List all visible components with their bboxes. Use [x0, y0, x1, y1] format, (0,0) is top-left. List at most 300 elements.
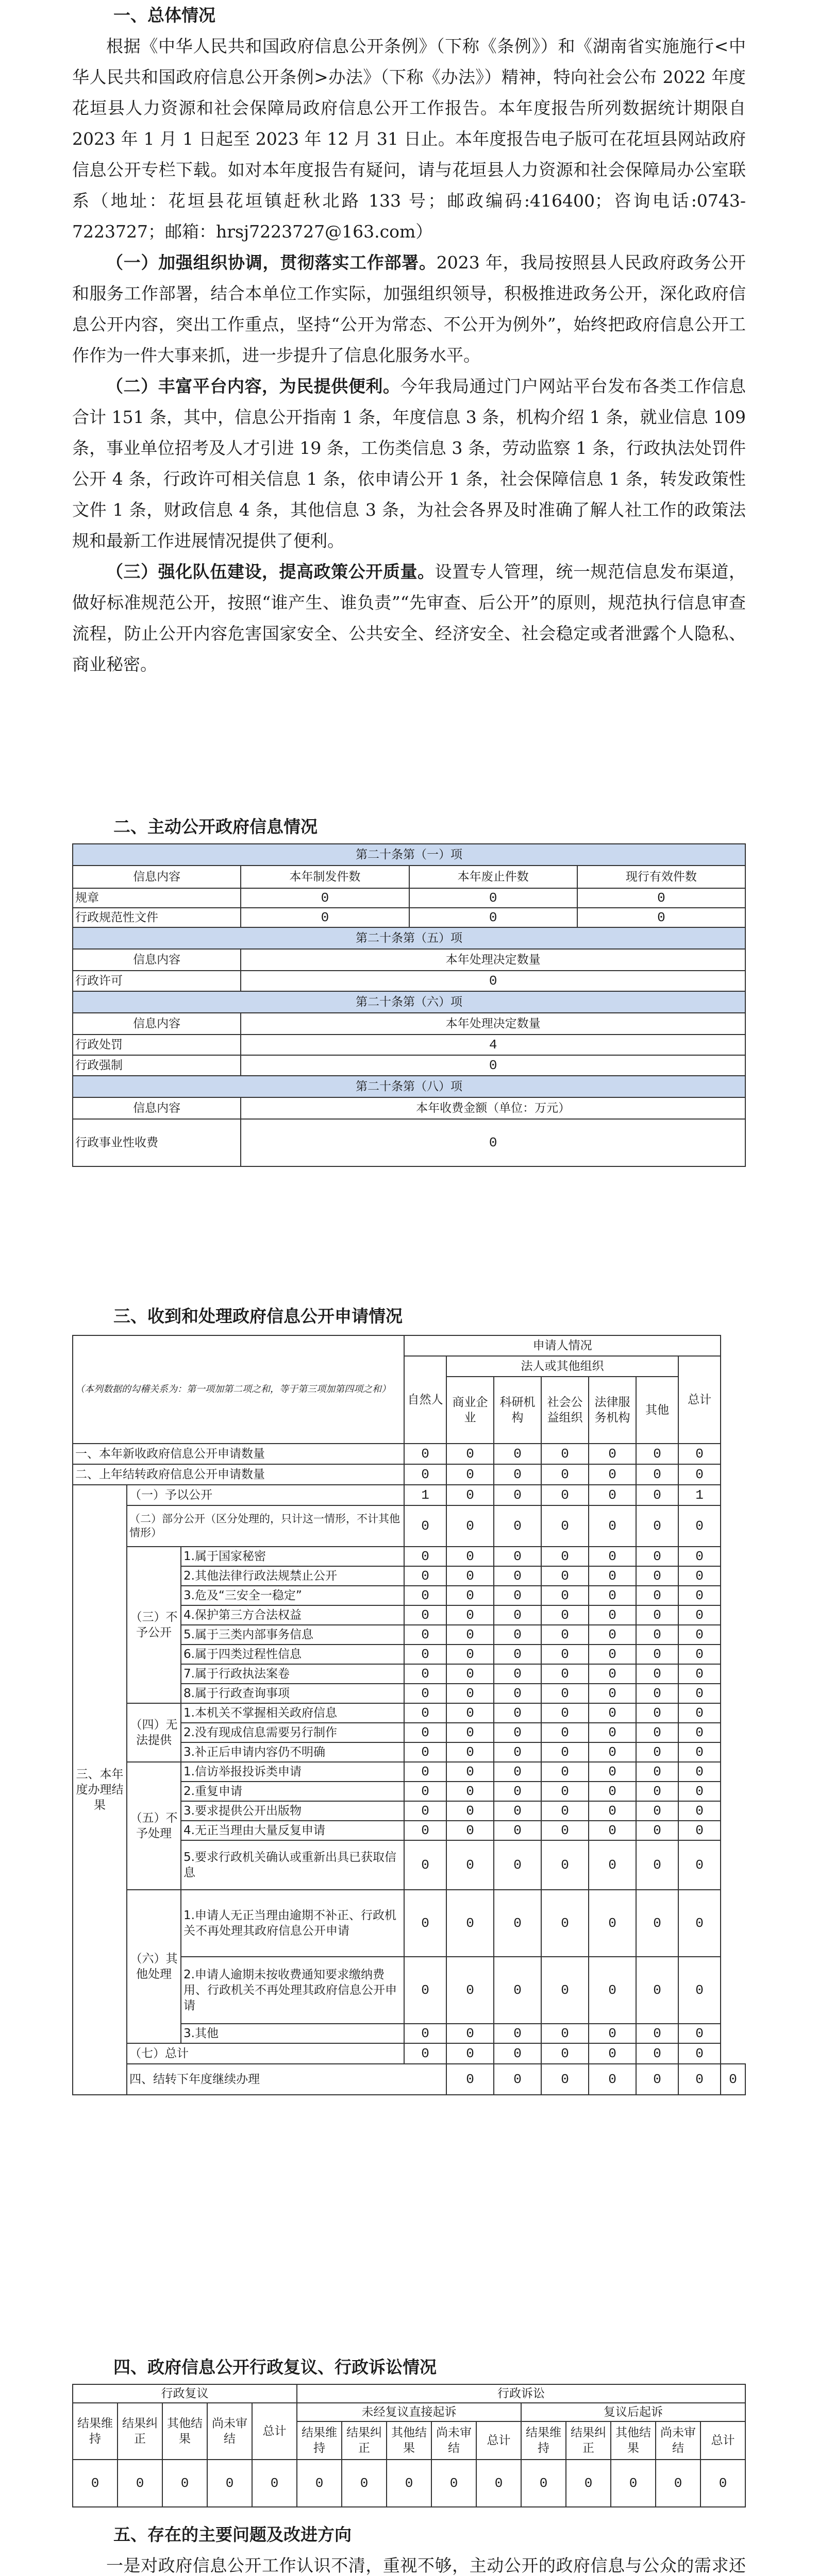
section-4-title: 四、政府信息公开行政复议、行政诉讼情况 — [113, 2357, 437, 2377]
cell-value: 0 — [494, 1782, 541, 1801]
cell-value: 0 — [446, 1821, 494, 1840]
cell-value: 0 — [494, 1485, 541, 1505]
cell-value: 0 — [589, 1742, 636, 1762]
cell-value: 0 — [541, 1645, 589, 1664]
col-pending: 尚未审结 — [207, 2403, 252, 2460]
row-label: 1.信访举报投诉类申请 — [181, 1762, 404, 1782]
cell-value: 0 — [678, 1742, 721, 1762]
cell-value: 0 — [541, 1464, 589, 1485]
row-label: 二、上年结转政府信息公开申请数量 — [73, 1464, 404, 1485]
cell-value: 0 — [446, 1464, 494, 1485]
cell-value: 0 — [409, 908, 577, 927]
cell-value: 0 — [678, 1605, 721, 1625]
cell-value: 0 — [678, 1645, 721, 1664]
col-issued: 本年制发件数 — [241, 866, 409, 888]
row-label: 5.属于三类内部事务信息 — [181, 1625, 404, 1645]
cell-value: 0 — [404, 1890, 446, 1957]
col-pending: 尚未审结 — [656, 2421, 700, 2460]
cell-value: 0 — [577, 888, 745, 908]
col-legal: 法人或其他组织 — [446, 1356, 678, 1377]
cell-value: 0 — [589, 1645, 636, 1664]
cell-value: 0 — [636, 2043, 678, 2064]
item-20-1-header: 第二十条第（一）项 — [73, 844, 745, 866]
cell-value: 0 — [589, 1586, 636, 1605]
cell-value: 0 — [589, 1890, 636, 1957]
cell-value: 0 — [700, 2460, 745, 2507]
cell-value: 0 — [577, 908, 745, 927]
col-upheld: 结果维持 — [73, 2403, 118, 2460]
table-row — [73, 1762, 745, 1782]
point-1-lead: （一）加强组织协调，贯彻落实工作部署。 — [106, 252, 437, 273]
cell-value: 0 — [541, 1801, 589, 1821]
cell-value: 0 — [541, 2024, 589, 2043]
cell-value: 0 — [494, 1684, 541, 1703]
cell-value: 0 — [678, 1821, 721, 1840]
cell-value: 0 — [678, 1890, 721, 1957]
cell-value: 0 — [241, 1055, 745, 1076]
cell-value: 0 — [589, 1566, 636, 1586]
col-other: 其他 — [636, 1377, 678, 1444]
row-label: 3.其他 — [181, 2024, 404, 2043]
cell-value: 0 — [589, 1684, 636, 1703]
cell-value: 0 — [404, 1586, 446, 1605]
table-row — [73, 1444, 745, 1464]
cell-value: 0 — [446, 1782, 494, 1801]
cell-value: 0 — [541, 1586, 589, 1605]
cell-value: 0 — [589, 1723, 636, 1742]
cell-value: 0 — [678, 1782, 721, 1801]
cell-value: 0 — [636, 1464, 678, 1485]
cell-value: 0 — [636, 1684, 678, 1703]
cell-value: 0 — [446, 1890, 494, 1957]
cell-value: 0 — [589, 1801, 636, 1821]
col-info: 信息内容 — [73, 949, 241, 971]
review-litigation-table — [72, 2384, 746, 2507]
cell-value: 0 — [494, 1605, 541, 1625]
cell-value: 0 — [342, 2460, 387, 2507]
group-unavailable: （四）无法提供 — [127, 1703, 181, 1762]
cell-value: 0 — [678, 1625, 721, 1645]
cell-value: 0 — [404, 1547, 446, 1566]
section-requests — [72, 1301, 746, 2095]
overview-intro: 根据《中华人民共和国政府信息公开条例》（下称《条例》）和《湖南省实施施行<中华人民共和国政府信息公开条例>办法》（下称《办法》）精神，特向社会公布 2022 年度花垣县人力资源和社会保障局政府信息公开工作报告。本年度报告所列数据统计期限自 2023 年 1 月 1 日起至 2023 年 12 月 31 日止。本年度报告电子版可在花垣县网站政府信息公开专栏下载。如对本年度报告有疑问，请与花垣县人力资源和社会保障局办公室联系（地址：花垣县花垣镇赶秋北路 133 号；邮政编码:416400；咨询电话:0743-7223727；邮箱：hrsj7223727@163.com） — [72, 36, 746, 242]
cell-value: 0 — [118, 2460, 162, 2507]
row-label: 3.危及“三安全一稳定” — [181, 1586, 404, 1605]
row-label: 2.申请人逾期未按收费通知要求缴纳费用、行政机关不再处理其政府信息公开申请 — [181, 1957, 404, 2024]
cell-value: 0 — [404, 1821, 446, 1840]
table-row — [73, 2064, 745, 2095]
cell-value: 0 — [541, 1566, 589, 1586]
cell-value: 0 — [404, 1703, 446, 1723]
cell-value: 0 — [494, 2043, 541, 2064]
row-label: （一）予以公开 — [127, 1485, 404, 1505]
section-review-litigation — [72, 2352, 746, 2507]
item-20-6-header: 第二十条第（六）项 — [73, 991, 745, 1013]
cell-value: 0 — [494, 1505, 541, 1547]
cell-value: 0 — [446, 2043, 494, 2064]
row-label: 行政强制 — [73, 1055, 241, 1076]
cell-value: 0 — [678, 1684, 721, 1703]
cell-value: 0 — [541, 1505, 589, 1547]
col-research: 科研机构 — [494, 1377, 541, 1444]
row-label: 1.属于国家秘密 — [181, 1547, 404, 1566]
cell-value: 0 — [636, 1444, 678, 1464]
cell-value: 0 — [541, 1890, 589, 1957]
col-info: 信息内容 — [73, 866, 241, 888]
cell-value: 0 — [541, 1684, 589, 1703]
cell-value: 0 — [636, 1505, 678, 1547]
item-20-5-header: 第二十条第（五）项 — [73, 927, 745, 949]
cell-value: 0 — [446, 1723, 494, 1742]
cell-value: 0 — [431, 2460, 476, 2507]
cell-value: 0 — [494, 1547, 541, 1566]
cell-value: 0 — [589, 1485, 636, 1505]
table-row — [73, 1464, 745, 1485]
point-2-lead: （二）丰富平台内容，为民提供便利。 — [106, 376, 400, 396]
cell-value: 4 — [241, 1035, 745, 1055]
table-row — [73, 2460, 745, 2507]
cell-value: 0 — [446, 1762, 494, 1782]
cell-value: 0 — [636, 1566, 678, 1586]
col-valid: 现行有效件数 — [577, 866, 745, 888]
overview-point-2 — [72, 371, 746, 556]
cell-value: 0 — [541, 1605, 589, 1625]
cell-value: 0 — [678, 1505, 721, 1547]
table-row — [73, 1890, 745, 1957]
cell-value: 0 — [541, 1703, 589, 1723]
col-legal-service: 法律服务机构 — [589, 1377, 636, 1444]
cell-value: 0 — [589, 1840, 636, 1890]
result-group-label: 三、本年度办理结果 — [73, 1485, 127, 2095]
cell-value: 0 — [589, 1782, 636, 1801]
cell-value: 0 — [409, 888, 577, 908]
cell-value: 0 — [404, 1505, 446, 1547]
cell-value: 0 — [678, 2024, 721, 2043]
cell-value: 0 — [678, 2064, 721, 2095]
cell-value: 0 — [446, 2064, 494, 2095]
requests-table — [72, 1335, 746, 2095]
cell-value: 0 — [446, 1801, 494, 1821]
row-label: 1.本机关不掌握相关政府信息 — [181, 1703, 404, 1723]
row-label: 行政规范性文件 — [73, 908, 241, 927]
cell-value: 0 — [541, 1762, 589, 1782]
cell-value: 0 — [404, 1625, 446, 1645]
cell-value: 0 — [636, 1703, 678, 1723]
cell-value: 0 — [494, 2064, 541, 2095]
cell-value: 0 — [541, 1957, 589, 2024]
cell-value: 0 — [241, 888, 409, 908]
cell-value: 0 — [566, 2460, 611, 2507]
table-row — [73, 1485, 745, 1505]
row-label: 5.要求行政机关确认或重新出具已获取信息 — [181, 1840, 404, 1890]
cell-value: 0 — [589, 2064, 636, 2095]
cell-value: 0 — [589, 2043, 636, 2064]
cell-value: 0 — [636, 1840, 678, 1890]
col-pending: 尚未审结 — [431, 2421, 476, 2460]
cell-value: 0 — [636, 1645, 678, 1664]
cell-value: 0 — [494, 1444, 541, 1464]
cell-value: 0 — [241, 1119, 745, 1166]
row-label: 6.属于四类过程性信息 — [181, 1645, 404, 1664]
cell-value: 0 — [494, 1586, 541, 1605]
cell-value: 0 — [446, 1605, 494, 1625]
cell-value: 0 — [589, 1464, 636, 1485]
cell-value: 0 — [636, 1723, 678, 1742]
row-label: 行政许可 — [73, 971, 241, 991]
col-total: 总计 — [252, 2403, 297, 2460]
cell-value: 0 — [589, 1625, 636, 1645]
cell-value: 0 — [656, 2460, 700, 2507]
cell-value: 0 — [636, 1547, 678, 1566]
cell-value: 0 — [678, 1464, 721, 1485]
problems-paragraph: 一是对政府信息公开工作认识不清，重视不够，主动公开的政府信息与公众的需求还 — [106, 2555, 746, 2575]
col-total: 总计 — [700, 2421, 745, 2460]
row-label: 2.重复申请 — [181, 1782, 404, 1801]
group-withheld: （三）不予公开 — [127, 1547, 181, 1703]
cell-value: 0 — [446, 1703, 494, 1723]
cell-value: 0 — [404, 1464, 446, 1485]
col-corrected: 结果纠正 — [118, 2403, 162, 2460]
cell-value: 0 — [494, 1645, 541, 1664]
row-label: 规章 — [73, 888, 241, 908]
section-2-title: 二、主动公开政府信息情况 — [113, 817, 318, 837]
cell-value: 0 — [636, 1890, 678, 1957]
group-other-handling: （六）其他处理 — [127, 1890, 181, 2043]
cell-value: 0 — [446, 1957, 494, 2024]
cell-value: 0 — [541, 1444, 589, 1464]
col-public-welfare: 社会公益组织 — [541, 1377, 589, 1444]
point-3-lead: （三）强化队伍建设，提高政策公开质量。 — [106, 562, 435, 582]
cell-value: 0 — [446, 1566, 494, 1586]
item-20-8-header: 第二十条第（八）项 — [73, 1076, 745, 1097]
row-label: （二）部分公开（区分处理的，只计这一情形，不计其他情形） — [127, 1505, 404, 1547]
row-label: 行政处罚 — [73, 1035, 241, 1055]
cell-value: 0 — [162, 2460, 207, 2507]
cell-value: 0 — [541, 1547, 589, 1566]
cell-value: 0 — [404, 1840, 446, 1890]
cell-value: 0 — [678, 1547, 721, 1566]
cell-value: 0 — [494, 1821, 541, 1840]
cell-value: 0 — [589, 1821, 636, 1840]
cell-value: 0 — [494, 1703, 541, 1723]
cell-value: 0 — [521, 2460, 566, 2507]
row-label: 一、本年新收政府信息公开申请数量 — [73, 1444, 404, 1464]
cell-value: 0 — [541, 1625, 589, 1645]
cell-value: 0 — [404, 1444, 446, 1464]
col-upheld: 结果维持 — [297, 2421, 342, 2460]
cell-value: 0 — [721, 2064, 745, 2095]
cell-value: 0 — [636, 1821, 678, 1840]
col-fee: 本年收费金额（单位：万元） — [241, 1097, 745, 1119]
cell-value: 0 — [494, 1840, 541, 1890]
col-other-result: 其他结果 — [387, 2421, 431, 2460]
cell-value: 0 — [541, 2043, 589, 2064]
proactive-table — [72, 843, 746, 1167]
cell-value: 0 — [678, 1801, 721, 1821]
cell-value: 0 — [589, 1664, 636, 1684]
cell-value: 0 — [541, 1485, 589, 1505]
row-label: 行政事业性收费 — [73, 1119, 241, 1166]
cell-value: 0 — [404, 2043, 446, 2064]
cell-value: 0 — [446, 1742, 494, 1762]
cell-value: 0 — [404, 1684, 446, 1703]
cell-value: 0 — [494, 1890, 541, 1957]
cell-value: 0 — [494, 1723, 541, 1742]
cell-value: 0 — [636, 1801, 678, 1821]
point-3-body: 设置专人管理，统一规范信息发布渠道，做好标准规范公开，按照“谁产生、谁负责”“先审查、后公开”的原则，规范执行信息审查流程，防止公开内容危害国家安全、公共安全、经济安全、社会稳定或者泄露个人隐私、商业秘密。 — [72, 562, 746, 674]
group-not-processed: （五）不予处理 — [127, 1762, 181, 1890]
section-3-title: 三、收到和处理政府信息公开申请情况 — [113, 1306, 403, 1326]
balance-note: （本列数据的勾稽关系为：第一项加第二项之和，等于第三项加第四项之和） — [73, 1335, 404, 1444]
after-review-header: 复议后起诉 — [521, 2403, 745, 2421]
col-count: 本年处理决定数量 — [241, 949, 745, 971]
cell-value: 0 — [678, 1586, 721, 1605]
cell-value: 0 — [636, 2024, 678, 2043]
cell-value: 0 — [404, 1566, 446, 1586]
row-label: 四、结转下年度继续办理 — [127, 2064, 446, 2095]
cell-value: 0 — [494, 2024, 541, 2043]
cell-value: 0 — [207, 2460, 252, 2507]
col-corrected: 结果纠正 — [566, 2421, 611, 2460]
cell-value: 0 — [541, 1742, 589, 1762]
cell-value: 0 — [678, 1840, 721, 1890]
cell-value: 0 — [446, 1840, 494, 1890]
cell-value: 0 — [446, 1586, 494, 1605]
cell-value: 0 — [678, 1703, 721, 1723]
cell-value: 0 — [589, 1703, 636, 1723]
cell-value: 0 — [611, 2460, 656, 2507]
cell-value: 0 — [636, 1742, 678, 1762]
cell-value: 0 — [636, 2064, 678, 2095]
col-upheld: 结果维持 — [521, 2421, 566, 2460]
col-count: 本年处理决定数量 — [241, 1013, 745, 1035]
cell-value: 0 — [636, 1782, 678, 1801]
row-label: 3.补正后申请内容仍不明确 — [181, 1742, 404, 1762]
cell-value: 0 — [636, 1485, 678, 1505]
cell-value: 0 — [589, 1505, 636, 1547]
cell-value: 0 — [589, 2024, 636, 2043]
admin-review-header: 行政复议 — [73, 2384, 297, 2403]
section-problems — [72, 2519, 746, 2576]
cell-value: 0 — [494, 1742, 541, 1762]
row-label: 8.属于行政查询事项 — [181, 1684, 404, 1703]
cell-value: 0 — [446, 1547, 494, 1566]
cell-value: 0 — [678, 1957, 721, 2024]
direct-suit-header: 未经复议直接起诉 — [297, 2403, 521, 2421]
cell-value: 0 — [494, 1801, 541, 1821]
cell-value: 0 — [446, 1684, 494, 1703]
cell-value: 1 — [678, 1485, 721, 1505]
cell-value: 0 — [678, 1444, 721, 1464]
cell-value: 0 — [446, 1664, 494, 1684]
cell-value: 0 — [636, 1664, 678, 1684]
section-1-title: 一、总体情况 — [113, 5, 215, 25]
cell-value: 0 — [404, 1762, 446, 1782]
col-total: 总计 — [678, 1356, 721, 1444]
cell-value: 0 — [241, 971, 745, 991]
cell-value: 0 — [589, 1547, 636, 1566]
cell-value: 0 — [541, 1723, 589, 1742]
cell-value: 0 — [678, 1664, 721, 1684]
col-total: 总计 — [476, 2421, 521, 2460]
cell-value: 0 — [541, 2064, 589, 2095]
cell-value: 0 — [678, 1762, 721, 1782]
cell-value: 0 — [636, 1586, 678, 1605]
col-other-result: 其他结果 — [162, 2403, 207, 2460]
cell-value: 0 — [494, 1762, 541, 1782]
cell-value: 0 — [404, 1742, 446, 1762]
table-row — [73, 2043, 745, 2064]
cell-value: 0 — [297, 2460, 342, 2507]
cell-value: 0 — [404, 2024, 446, 2043]
col-business: 商业企业 — [446, 1377, 494, 1444]
cell-value: 0 — [446, 1645, 494, 1664]
cell-value: 0 — [404, 1957, 446, 2024]
col-repealed: 本年废止件数 — [409, 866, 577, 888]
cell-value: 0 — [387, 2460, 431, 2507]
cell-value: 0 — [252, 2460, 297, 2507]
cell-value: 0 — [446, 1485, 494, 1505]
cell-value: 0 — [494, 1957, 541, 2024]
cell-value: 0 — [636, 1625, 678, 1645]
table-row — [73, 1703, 745, 1723]
point-2-body: 今年我局通过门户网站平台发布各类工作信息合计 151 条，其中，信息公开指南 1 条，年度信息 3 条，机构介绍 1 条，就业信息 109 条，事业单位招考及人才引进 19 条，工伤类信息 3 条，劳动监察 1 条，行政执法处罚件公开 4 条，行政许可相关信息 1 条，依申请公开 1 条，社会保障信息 1 条，转发政策性文件 1 条，财政信息 4 条，其他信息 3 条，为社会各界及时准确了解人社工作的政策法规和最新工作进展情况提供了便利。 — [72, 376, 746, 551]
section-5-title: 五、存在的主要问题及改进方向 — [113, 2524, 352, 2545]
cell-value: 0 — [494, 1625, 541, 1645]
cell-value: 0 — [589, 1762, 636, 1782]
cell-value: 0 — [589, 1957, 636, 2024]
cell-value: 0 — [446, 1505, 494, 1547]
row-label: 1.申请人无正当理由逾期不补正、行政机关不再处理其政府信息公开申请 — [181, 1890, 404, 1957]
col-natural: 自然人 — [404, 1356, 446, 1444]
row-label: 2.没有现成信息需要另行制作 — [181, 1723, 404, 1742]
cell-value: 0 — [494, 1464, 541, 1485]
row-label: 7.属于行政执法案卷 — [181, 1664, 404, 1684]
row-label: （七）总计 — [127, 2043, 404, 2064]
applicant-header: 申请人情况 — [404, 1335, 721, 1356]
cell-value: 0 — [476, 2460, 521, 2507]
row-label: 4.保护第三方合法权益 — [181, 1605, 404, 1625]
cell-value: 0 — [636, 1957, 678, 2024]
row-label: 2.其他法律行政法规禁止公开 — [181, 1566, 404, 1586]
overview-point-3 — [72, 556, 746, 680]
cell-value: 0 — [589, 1605, 636, 1625]
col-info: 信息内容 — [73, 1097, 241, 1119]
point-1-body: 2023 年，我局按照县人民政府政务公开和服务工作部署，结合本单位工作实际，加强组织领导，积极推进政务公开，深化政府信息公开内容，突出工作重点，坚持“公开为常态、不公开为例外”，始终把政府信息公开工作作为一件大事来抓，进一步提升了信息化服务水平。 — [72, 252, 746, 365]
cell-value: 0 — [446, 1625, 494, 1645]
table-row — [73, 1505, 745, 1547]
cell-value: 0 — [494, 1664, 541, 1684]
overview-point-1 — [72, 247, 746, 371]
cell-value: 1 — [404, 1485, 446, 1505]
row-label: 4.无正当理由大量反复申请 — [181, 1821, 404, 1840]
cell-value: 0 — [404, 1645, 446, 1664]
cell-value: 0 — [541, 1840, 589, 1890]
col-info: 信息内容 — [73, 1013, 241, 1035]
col-other-result: 其他结果 — [611, 2421, 656, 2460]
cell-value: 0 — [636, 1605, 678, 1625]
section-overview — [72, 0, 746, 680]
cell-value: 0 — [589, 1444, 636, 1464]
section-proactive — [72, 811, 746, 1167]
cell-value: 0 — [678, 1566, 721, 1586]
cell-value: 0 — [636, 1762, 678, 1782]
cell-value: 0 — [404, 1801, 446, 1821]
admin-litigation-header: 行政诉讼 — [297, 2384, 745, 2403]
cell-value: 0 — [541, 1821, 589, 1840]
cell-value: 0 — [446, 1444, 494, 1464]
cell-value: 0 — [678, 1723, 721, 1742]
